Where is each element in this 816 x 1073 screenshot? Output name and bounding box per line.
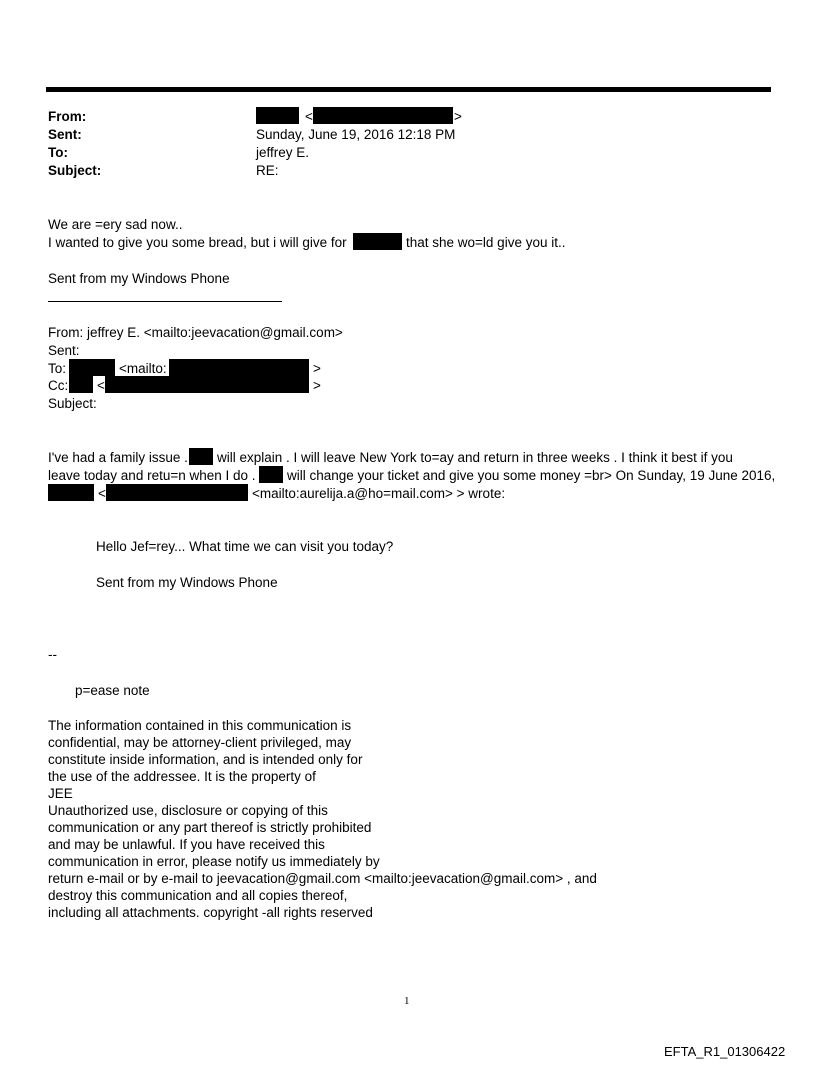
please-note: p=ease note: [75, 683, 150, 698]
nested-hello: Hello Jef=rey... What time we can visit you today?: [96, 539, 394, 554]
quoted-body-3-open: <: [98, 486, 106, 501]
redaction-block: [169, 359, 309, 376]
subject-value: RE:: [256, 163, 279, 178]
redaction-block: [69, 376, 93, 393]
quoted-cc-label: Cc:: [48, 378, 69, 393]
quoted-to-close: >: [313, 361, 321, 376]
disclaimer-line: Unauthorized use, disclosure or copying of this: [48, 803, 328, 818]
redaction-block: [259, 466, 283, 483]
quoted-subject: Subject:: [48, 396, 97, 411]
quoted-body-2b: will change your ticket and give you some money =br> On Sunday, 19 June 2016,: [287, 468, 776, 483]
disclaimer-line: JEE: [48, 786, 73, 801]
footer-dashes: --: [48, 647, 57, 662]
from-bracket-open: <: [305, 109, 313, 124]
disclaimer-line: including all attachments. copyright -all rights reserved: [48, 905, 373, 920]
redaction-block: [313, 107, 453, 124]
disclaimer-line: The information contained in this communication is: [48, 718, 352, 733]
document-id: EFTA_R1_01306422: [664, 1044, 786, 1059]
quoted-cc-open: <: [97, 378, 105, 393]
header-rule: [46, 87, 771, 92]
nested-signature: Sent from my Windows Phone: [96, 575, 278, 590]
disclaimer-line: and may be unlawful. If you have received this: [48, 837, 325, 852]
from-label: From:: [48, 109, 87, 124]
quoted-to-label: To:: [48, 361, 67, 376]
sent-label: Sent:: [48, 127, 82, 142]
reply-line-1: We are =ery sad now..: [48, 217, 183, 232]
separator-line: [48, 301, 282, 302]
quoted-cc-close: >: [313, 378, 321, 393]
quoted-to-mailto: <mailto:: [119, 361, 167, 376]
redaction-block: [106, 484, 248, 501]
redaction-block: [353, 233, 402, 250]
redaction-block: [48, 484, 94, 501]
quoted-sent: Sent:: [48, 343, 80, 358]
disclaimer-line: return e-mail or by e-mail to jeevacation@gmail.com <mailto:jeevacation@gmail.com> , and: [48, 871, 597, 886]
reply-signature: Sent from my Windows Phone: [48, 271, 230, 286]
to-label: To:: [48, 145, 68, 160]
quoted-from: From: jeffrey E. <mailto:jeevacation@gmail.com>: [48, 325, 343, 340]
reply-line-2a: I wanted to give you some bread, but i will give for: [48, 235, 347, 250]
disclaimer-line: constitute inside information, and is intended only for: [48, 752, 363, 767]
from-bracket-close: >: [454, 109, 462, 124]
redaction-block: [69, 359, 115, 376]
disclaimer-line: the use of the addressee. It is the property of: [48, 769, 316, 784]
disclaimer-line: communication in error, please notify us immediately by: [48, 854, 380, 869]
sent-value: Sunday, June 19, 2016 12:18 PM: [256, 127, 456, 142]
reply-line-2b: that she wo=ld give you it..: [406, 235, 566, 250]
to-value: jeffrey E.: [256, 145, 310, 160]
subject-label: Subject:: [48, 163, 102, 178]
quoted-body-3-rest: <mailto:aurelija.a@ho=mail.com> > wrote:: [252, 486, 506, 501]
page-number: 1: [404, 995, 410, 1007]
disclaimer-line: confidential, may be attorney-client privileged, may: [48, 735, 352, 750]
redaction-block: [105, 376, 309, 393]
quoted-body-1a: I've had a family issue .: [48, 450, 188, 465]
disclaimer-line: destroy this communication and all copies thereof,: [48, 888, 348, 903]
quoted-body-1b: will explain . I will leave New York to=ay and return in three weeks . I think it best if you: [217, 450, 733, 465]
redaction-block: [256, 107, 299, 124]
disclaimer-line: communication or any part thereof is strictly prohibited: [48, 820, 372, 835]
redaction-block: [189, 448, 213, 465]
quoted-body-2a: leave today and retu=n when I do .: [48, 468, 256, 483]
